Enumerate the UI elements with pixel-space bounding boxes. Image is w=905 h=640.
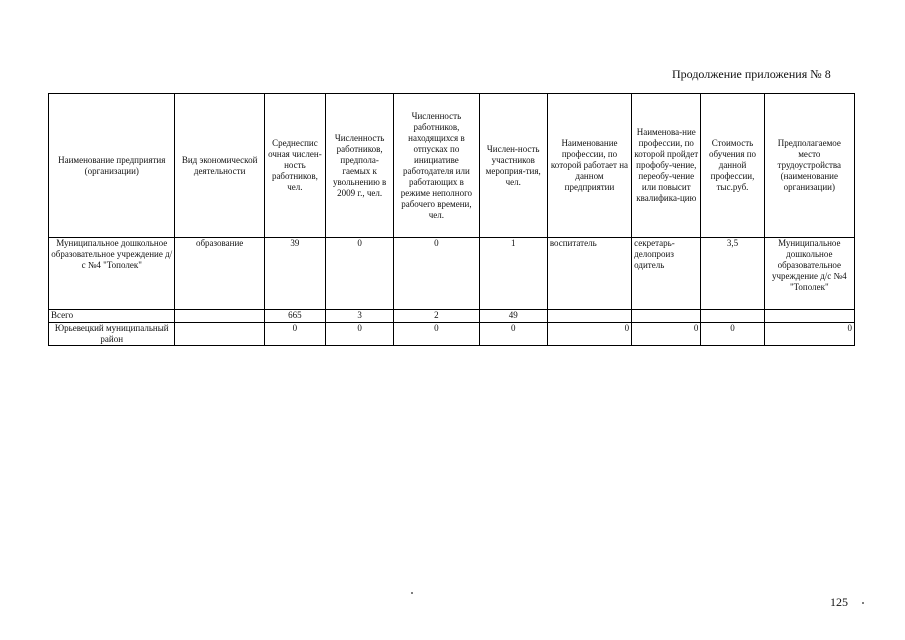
header-cell: Наименование профессии, по которой работает на данном предприятии bbox=[547, 94, 631, 238]
row-avg-staff-cell: 39 bbox=[264, 238, 325, 310]
header-cell: Наименование предприятия (организации) bbox=[49, 94, 175, 238]
row-activity-cell bbox=[175, 310, 264, 323]
row-current-profession-cell: воспитатель bbox=[547, 238, 631, 310]
row-name-cell: Муниципальное дошкольное образовательное учреждение д/с №4 "Тополек" bbox=[49, 238, 175, 310]
header-cell: Числен-ность участников мероприя-тия, чел. bbox=[479, 94, 547, 238]
row-to-dismiss-cell: 3 bbox=[326, 310, 394, 323]
table-row bbox=[49, 238, 855, 310]
table-row-total bbox=[49, 310, 855, 323]
row-current-profession-cell bbox=[547, 310, 631, 323]
row-new-profession-cell bbox=[632, 310, 701, 323]
scan-speck bbox=[411, 592, 413, 594]
header-cell: Вид экономической деятельности bbox=[175, 94, 264, 238]
row-future-employer-cell: Муниципальное дошкольное образовательное учреждение д/с №4 "Тополек" bbox=[764, 238, 854, 310]
page-number: 125 bbox=[830, 595, 848, 609]
row-on-leave-cell: 0 bbox=[394, 323, 479, 346]
header-cell: Предполагаемое место трудоустройства (наименование организации) bbox=[764, 94, 854, 238]
header-cell: Среднеспис очная числен-ность работников, чел. bbox=[264, 94, 325, 238]
header-cell: Стоимость обучения по данной профессии, тыс.руб. bbox=[701, 94, 764, 238]
row-activity-cell bbox=[175, 323, 264, 346]
scan-speck bbox=[862, 602, 864, 604]
row-cost-cell: 3,5 bbox=[701, 238, 764, 310]
header-cell: Численность работников, находящихся в отпусках по инициативе работодателя или работающих в режиме неполного рабочего времени, чел. bbox=[394, 94, 479, 238]
data-table bbox=[48, 93, 855, 346]
row-current-profession-cell: 0 bbox=[547, 323, 631, 346]
row-activity-cell: образование bbox=[175, 238, 264, 310]
row-participants-cell: 0 bbox=[479, 323, 547, 346]
continuation-note: Продолжение приложения № 8 bbox=[672, 67, 831, 81]
row-on-leave-cell: 2 bbox=[394, 310, 479, 323]
row-on-leave-cell: 0 bbox=[394, 238, 479, 310]
row-future-employer-cell: 0 bbox=[764, 323, 854, 346]
row-to-dismiss-cell: 0 bbox=[326, 323, 394, 346]
row-avg-staff-cell: 665 bbox=[264, 310, 325, 323]
row-participants-cell: 49 bbox=[479, 310, 547, 323]
row-cost-cell: 0 bbox=[701, 323, 764, 346]
row-to-dismiss-cell: 0 bbox=[326, 238, 394, 310]
row-cost-cell bbox=[701, 310, 764, 323]
table-row-district bbox=[49, 323, 855, 346]
row-name-cell: Юрьевецкий муниципальный район bbox=[49, 323, 175, 346]
row-name-cell: Всего bbox=[49, 310, 175, 323]
row-future-employer-cell bbox=[764, 310, 854, 323]
row-new-profession-cell: 0 bbox=[632, 323, 701, 346]
row-new-profession-cell: секретарь-делопроиз одитель bbox=[632, 238, 701, 310]
row-participants-cell: 1 bbox=[479, 238, 547, 310]
header-cell: Наименова-ние профессии, по которой пройдет профобу-чение, переобу-чение или повысит квалифика-цию bbox=[632, 94, 701, 238]
row-avg-staff-cell: 0 bbox=[264, 323, 325, 346]
table-header-row bbox=[49, 94, 855, 238]
header-cell: Численность работников, предпола-гаемых к увольнению в 2009 г., чел. bbox=[326, 94, 394, 238]
